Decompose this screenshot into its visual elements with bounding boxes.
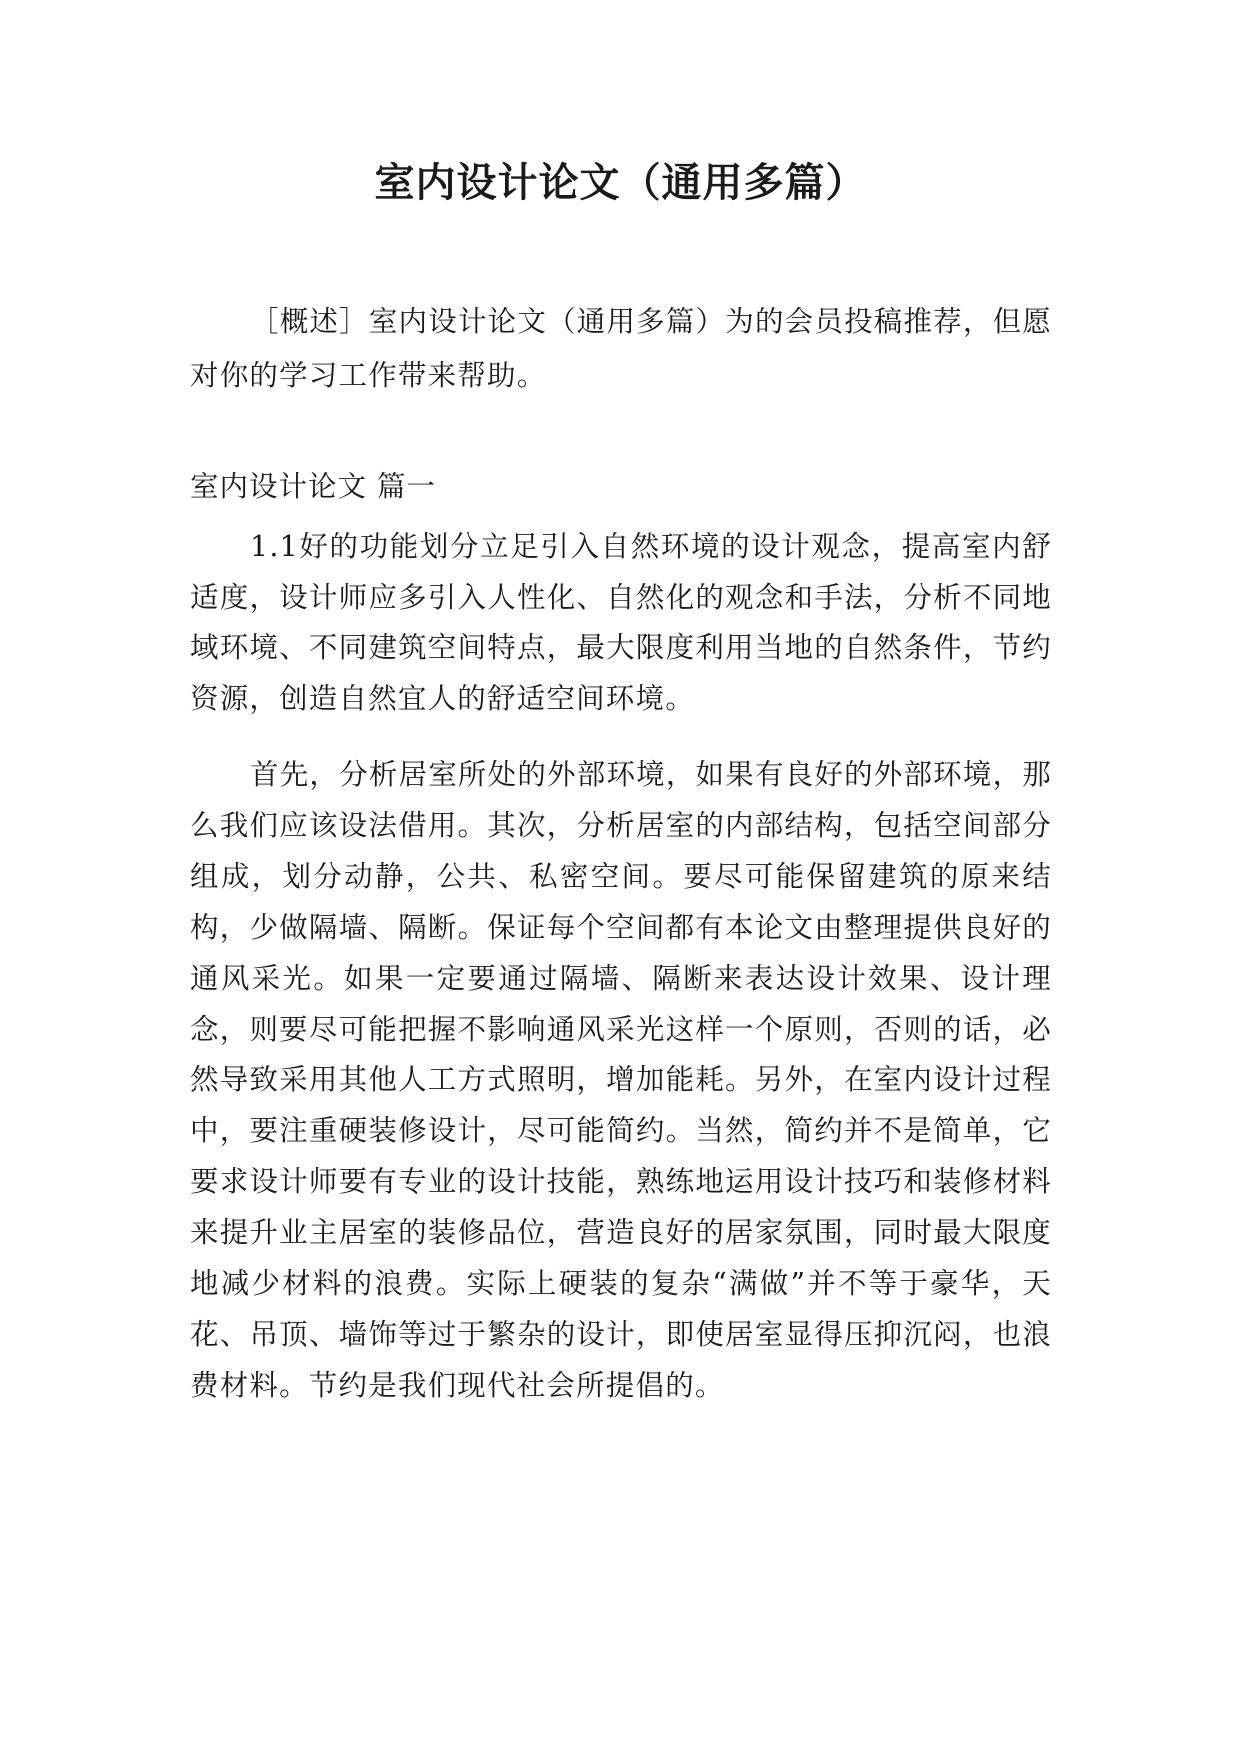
summary-paragraph: ［概述］室内设计论文（通用多篇）为的会员投稿推荐，但愿对你的学习工作带来帮助。 bbox=[190, 305, 1052, 392]
body-paragraph-2: 首先，分析居室所处的外部环境，如果有良好的外部环境，那么我们应该设法借用。其次，分析居室的内部结构，包括空间部分组成，划分动静，公共、私密空间。要尽可能保留建筑的原来结构，少做隔墙、隔断。保证每个空间都有本论文由整理提供良好的通风采光。如果一定要通过隔墙、隔断来表达设计效果、设计理念，则要尽可能把握不影响通风采光这样一个原则，否则的话，必然导致采用其他人工方式照明，增加能耗。另外，在室内设计过程中，要注重硬装修设计，尽可能简约。当然，简约并不是简单，它要求设计师要有专业的设计技能，熟练地运用设计技巧和装修材料来提升业主居室的装修品位，营造良好的居家氛围，同时最大限度地减少材料的浪费。实际上硬装的复杂“满做”并不等于豪华，天花、吊顶、墙饰等过于繁杂的设计，即使居室显得压抑沉闷，也浪费材料。节约是我们现代社会所提倡的。 bbox=[190, 758, 1052, 1402]
section-heading: 室内设计论文 篇一 bbox=[190, 470, 437, 503]
document-title: 室内设计论文（通用多篇） bbox=[374, 160, 867, 206]
body-paragraph-1: 1.1好的功能划分立足引入自然环境的设计观念，提高室内舒适度，设计师应多引入人性化、自然化的观念和手法，分析不同地域环境、不同建筑空间特点，最大限度利用当地的自然条件，节约资源，创造自然宜人的舒适空间环境。 bbox=[190, 530, 1052, 715]
